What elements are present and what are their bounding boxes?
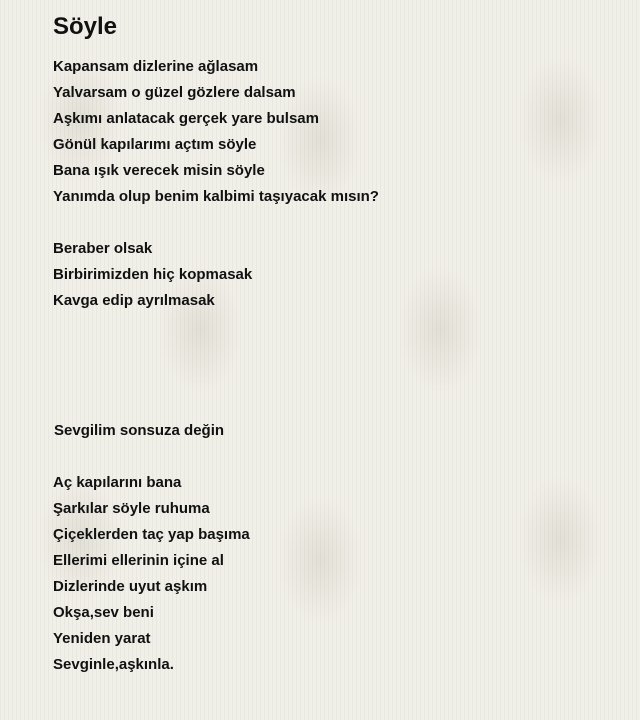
poem-line: Sevginle,aşkınla. <box>53 656 174 673</box>
poem-line: Dizlerinde uyut aşkım <box>53 578 208 595</box>
poem-line: Yanımda olup benim kalbimi taşıyacak mısın? <box>53 188 379 205</box>
stanza-spacer <box>53 210 613 236</box>
poem-line: Birbirimizden hiç kopmasak <box>53 266 253 283</box>
poem-line: Beraber olsak <box>53 240 153 257</box>
poem-line: Çiçeklerden taç yap başıma <box>53 526 250 543</box>
poem-line: Kavga edip ayrılmasak <box>53 292 215 309</box>
poem-line: Gönül kapılarımı açtım söyle <box>53 136 257 153</box>
stanza-3 <box>53 418 613 444</box>
poem-line: Kapansam dizlerine ağlasam <box>53 58 259 75</box>
poem-line: Yeniden yarat <box>53 630 151 647</box>
poem-line: Ellerimi ellerinin içine al <box>53 552 224 569</box>
poem-line: Yalvarsam o güzel gözlere dalsam <box>53 84 296 101</box>
poem-title: Söyle <box>53 13 118 40</box>
stanza-1 <box>53 54 613 210</box>
poem-line: Okşa,sev beni <box>53 604 154 621</box>
poem-line: Aşkımı anlatacak gerçek yare bulsam <box>53 110 319 127</box>
poem-line: Şarkılar söyle ruhuma <box>53 500 210 517</box>
poem-line: Sevgilim sonsuza değin <box>54 422 225 439</box>
stanza-spacer <box>53 444 613 470</box>
poem-line: Bana ışık verecek misin söyle <box>53 162 265 179</box>
poem-container <box>53 12 613 678</box>
stanza-spacer <box>53 314 613 418</box>
stanza-2 <box>53 236 613 314</box>
stanza-4 <box>53 470 613 678</box>
poem-line: Aç kapılarını bana <box>53 474 182 491</box>
